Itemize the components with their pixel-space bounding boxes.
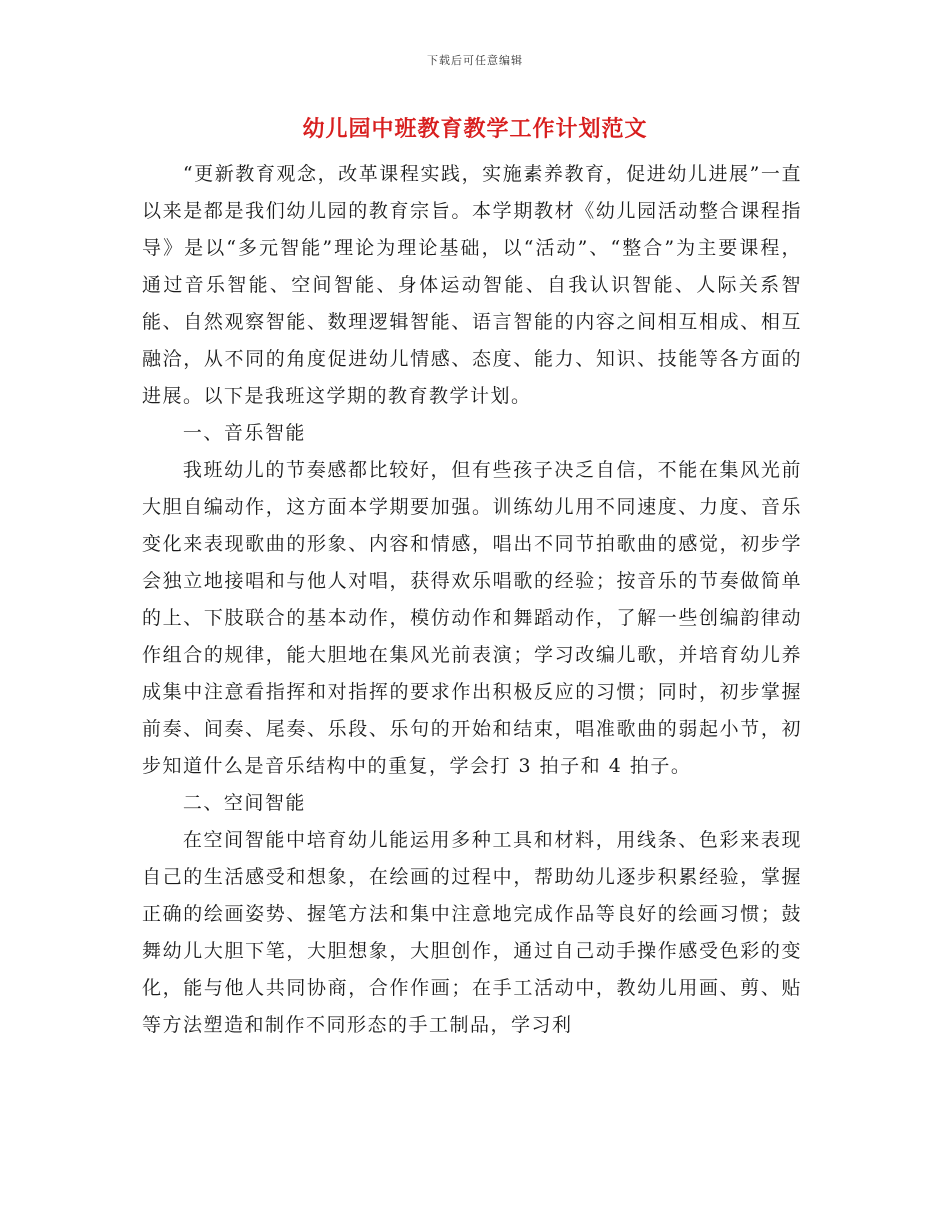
- section-heading-music: 一、音乐智能: [182, 422, 306, 444]
- intro-paragraph: “更新教育观念，改革课程实践，实施素养教育，促进幼儿进展”一直以来是都是我们幼儿园的教育宗旨。本学期教材《幼儿园活动整合课程指导》是以“多元智能”理论为理论基础，以“活动”、“整合”为主要课程，通过音乐智能、空间智能、身体运动智能、自我认识智能、人际关系智能、自然观察智能、数理逻辑智能、语言智能的内容之间相互相成、相互融洽，从不同的角度促进幼儿情感、态度、能力、知识、技能等各方面的进展。以下是我班这学期的教育教学计划。: [142, 163, 802, 407]
- section-heading-spatial: 二、空间智能: [182, 792, 306, 814]
- document-title: 幼儿园中班教育教学工作计划范文: [302, 116, 648, 142]
- page-header-note: 下载后可任意编辑: [427, 54, 523, 67]
- spatial-paragraph: 在空间智能中培育幼儿能运用多种工具和材料，用线条、色彩来表现自己的生活感受和想象，在绘画的过程中，帮助幼儿逐步积累经验，掌握正确的绘画姿势、握笔方法和集中注意地完成作品等良好的绘画习惯；鼓舞幼儿大胆下笔，大胆想象，大胆创作，通过自己动手操作感受色彩的变化，能与他人共同协商，合作作画；在手工活动中，教幼儿用画、剪、贴等方法塑造和制作不同形态的手工制品，学习利: [142, 829, 802, 1036]
- document-body: [142, 156, 802, 1044]
- music-paragraph: 我班幼儿的节奏感都比较好，但有些孩子决乏自信，不能在集风光前大胆自编动作，这方面本学期要加强。训练幼儿用不同速度、力度、音乐变化来表现歌曲的形象、内容和情感，唱出不同节拍歌曲的感觉，初步学会独立地接唱和与他人对唱，获得欢乐唱歌的经验；按音乐的节奏做简单的上、下肢联合的基本动作，模仿动作和舞蹈动作，了解一些创编韵律动作组合的规律，能大胆地在集风光前表演；学习改编儿歌，并培育幼儿养成集中注意看指挥和对指挥的要求作出积极反应的习惯；同时，初步掌握前奏、间奏、尾奏、乐段、乐句的开始和结束，唱准歌曲的弱起小节，初步知道什么是音乐结构中的重复，学会打 3 拍子和 4 拍子。: [142, 459, 802, 777]
